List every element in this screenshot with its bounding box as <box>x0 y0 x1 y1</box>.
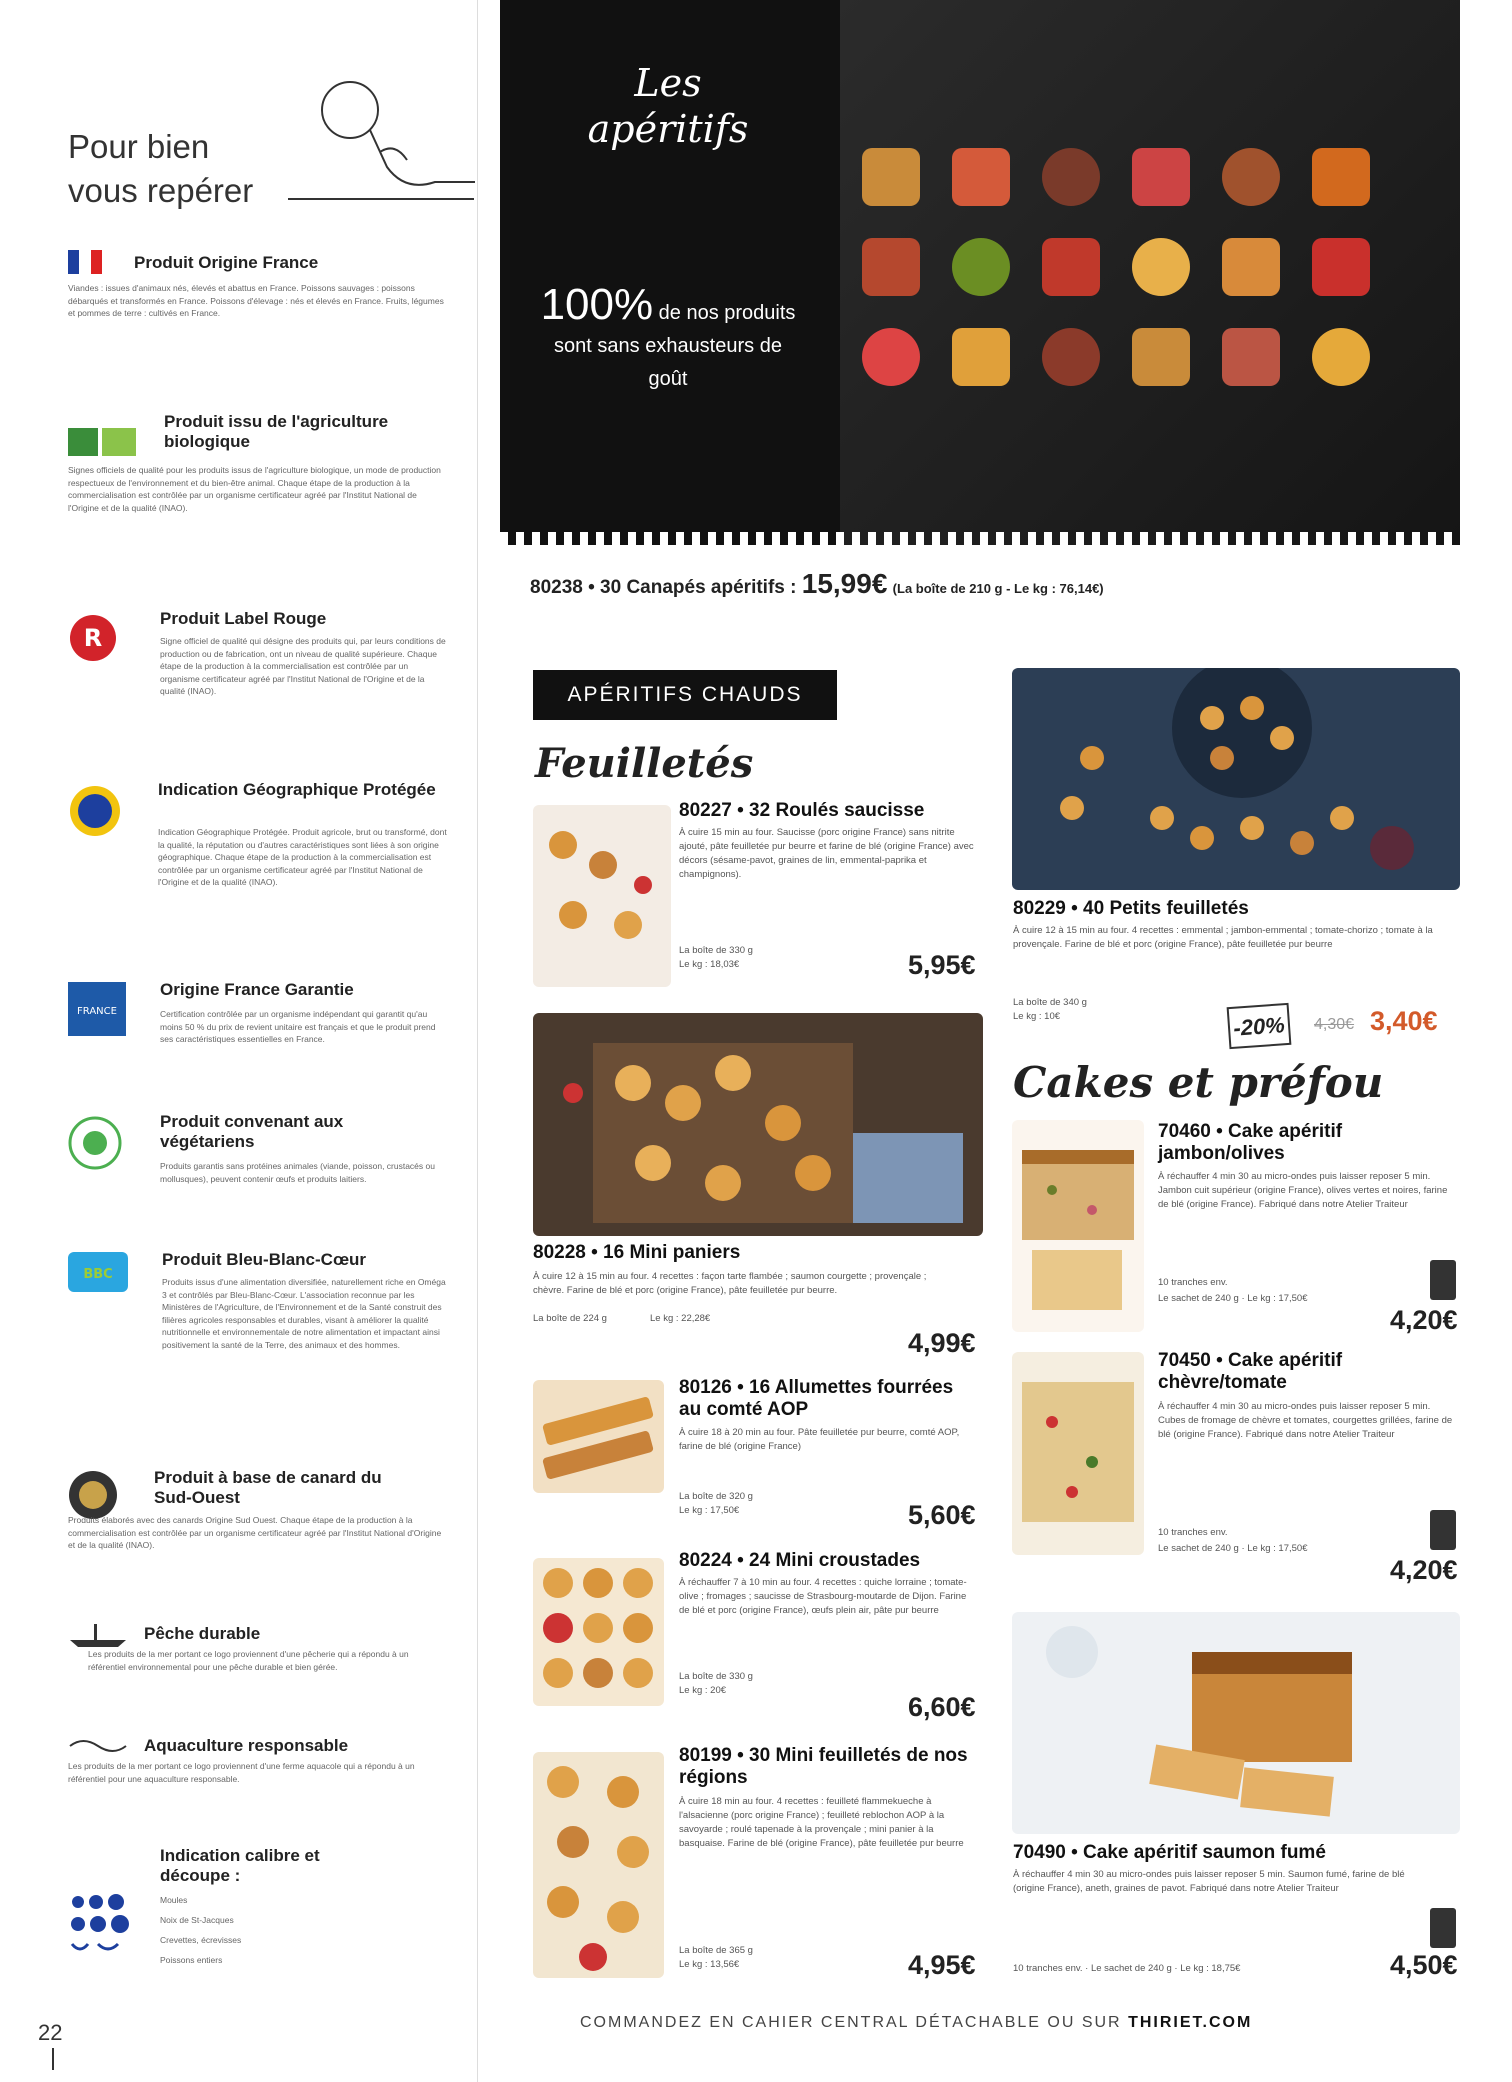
product-photo <box>1012 1352 1144 1555</box>
product-title: 80227 • 32 Roulés saucisse <box>679 800 925 821</box>
product-photo <box>533 1752 664 1978</box>
product-title: 80224 • 24 Mini croustades <box>679 1550 921 1571</box>
product-price: 5,95€ <box>908 950 976 980</box>
product-pack: 10 tranches env. <box>1158 1527 1228 1538</box>
product-kg: Le kg : 22,28€ <box>650 1313 711 1324</box>
organic-logo-icon <box>68 428 136 456</box>
hero-edge <box>500 532 1460 545</box>
hero-title: Les apéritifs <box>587 61 749 151</box>
product-pack: 10 tranches env. <box>1158 1277 1228 1288</box>
legend-desc: Produits issus d'une alimentation diversifiée, naturellement riche en Oméga 3 et contrôlés par Bleu-Blanc-Cœur. L'association reconnue par les Ministères de l'Agriculture, de l'Environnement et de la Santé construit des filières agricoles responsables et durables, visant à améliorer la qualité nutritionnelle et environnementale de notre alimentation et impactant ainsi positivement la santé de la Terre, des animaux et des hommes. <box>162 1277 446 1350</box>
cake-jambon-photo <box>1012 1120 1144 1332</box>
legend-label: Produit Origine France <box>134 253 319 272</box>
product-title: 80126 • 16 Allumettes fourrées au comté AOP <box>679 1377 954 1420</box>
legend-sidebar <box>0 0 478 2082</box>
calibre-crevettes: Crevettes, écrevisses <box>160 1935 242 1945</box>
product-photo <box>533 1013 983 1236</box>
aquaculture-fish-icon <box>68 1736 128 1756</box>
product-price: 4,50€ <box>1390 1950 1458 1980</box>
product-price: 4,20€ <box>1390 1555 1458 1585</box>
product-kg: Le sachet de 240 g · Le kg : 17,50€ <box>1158 1543 1308 1554</box>
fishing-boat-icon <box>68 1622 128 1648</box>
product-title: 70490 • Cake apéritif saumon fumé <box>1013 1842 1326 1863</box>
french-flag-icon <box>68 250 102 274</box>
product-pack: 10 tranches env. · Le sachet de 240 g · Le kg : 18,75€ <box>1013 1963 1241 1974</box>
legend-peche-durable <box>68 1622 448 1702</box>
product-desc: À cuire 12 à 15 min au four. 4 recettes : façon tarte flambée ; saumon courgette ; provençale ; chèvre. Farine de blé et porc (origine France), pâte feuilletée pur beurre. <box>533 1271 927 1296</box>
footer-brand-link[interactable]: THIRIET.COM <box>1128 2014 1253 2031</box>
magnifier-icon <box>295 72 475 202</box>
hero-claim <box>540 280 796 396</box>
calibre-poissons: Poissons entiers <box>160 1955 223 1965</box>
product-desc: À cuire 18 min au four. 4 recettes : feuilleté flammekueche à l'alsacienne (porc origine France) ; feuilleté reblochon AOP à la savoyarde ; roulé tapenade à la provençale ; mini panier à la basquaise. Farine de blé (origine France), pâte feuilletée pur beurre <box>679 1796 964 1849</box>
legend-calibre <box>68 1846 448 1986</box>
legend-bleu-blanc-coeur <box>68 1250 448 1460</box>
mini-paniers-photo <box>533 1013 983 1236</box>
legend-desc: Produits garantis sans protéines animales (viande, poisson, crustacés ou mollusques), peuvent contenir œufs et produits laitiers. <box>160 1161 435 1184</box>
mini-feuilletes-photo <box>533 1752 664 1978</box>
legend-aquaculture <box>68 1736 448 1806</box>
product-price: 4,95€ <box>908 1950 976 1980</box>
section-banner: APÉRITIFS CHAUDS <box>533 670 837 720</box>
legend-desc: Indication Géographique Protégée. Produit agricole, brut ou transformé, dont la qualité, la réputation ou d'autres caractéristiques sont liées à son origine géographique. Chaque étape de la production à la commercialisation est contrôlée par un organisme certificateur agréé par l'Institut National de l'Origine et de la qualité (INAO). <box>158 827 447 887</box>
product-pack: La boîte de 330 g <box>679 1671 753 1682</box>
product-price: 4,99€ <box>908 1328 976 1358</box>
legend-label: Produit Label Rouge <box>160 609 327 628</box>
product-desc: À cuire 15 min au four. Saucisse (porc origine France) sans nitrite ajouté, pâte feuilletée pur beurre et farine de blé (origine France) avec décors (sésame-pavot, graines de lin, emmental-paprika et champignons). <box>679 827 974 880</box>
legend-bio <box>68 412 448 592</box>
page-number: 22 <box>38 2020 63 2045</box>
canape-line: 80238 • 30 Canapés apéritifs : <box>530 577 797 598</box>
legend-desc: Produits élaborés avec des canards Origine Sud Ouest. Chaque étape de la production à la commercialisation est contrôlée par un organisme certificateur agréé par l'Institut National d'Origine et de la qualité (INAO). <box>68 1515 442 1550</box>
product-pack: La boîte de 340 g <box>1013 997 1087 1008</box>
cake-saumon-photo <box>1012 1612 1460 1834</box>
cutlery-icon <box>1430 1510 1456 1550</box>
canape-small: (La boîte de 210 g - Le kg : 76,14€) <box>892 581 1104 596</box>
product-desc: À réchauffer 4 min 30 au micro-ondes puis laisser reposer 5 min. Jambon cuit supérieur (origine France), olives vertes et noires, farine de blé (origine France). Fabriqué dans notre Atelier Traiteur <box>1158 1171 1448 1210</box>
legend-label-rouge <box>68 607 448 767</box>
product-price: 3,40€ <box>1370 1006 1438 1036</box>
canape-price: 15,99€ <box>801 568 888 599</box>
product-desc: À cuire 18 à 20 min au four. Pâte feuilletée pur beurre, comté AOP, farine de blé (origine France) <box>679 1427 960 1452</box>
cutlery-icon <box>1430 1908 1456 1948</box>
legend-label: Origine France Garantie <box>160 980 354 999</box>
legend-label: Produit Bleu-Blanc-Cœur <box>162 1250 366 1269</box>
product-kg: Le sachet de 240 g · Le kg : 17,50€ <box>1158 1293 1308 1304</box>
product-price: 6,60€ <box>908 1692 976 1722</box>
svg-text:FRANCE: FRANCE <box>77 1006 117 1017</box>
legend-origine-france-garantie <box>68 980 448 1100</box>
product-photo <box>533 1558 664 1706</box>
hero-pct: 100% <box>540 280 654 329</box>
product-pack: La boîte de 320 g <box>679 1491 753 1502</box>
feuilletes-heading: Feuilletés <box>535 740 754 787</box>
product-desc: À cuire 12 à 15 min au four. 4 recettes : emmental ; jambon-emmental ; tomate-chorizo ; tomate à la provençale. Farine de blé et porc (origine France), pâte feuilletée pur beurre <box>1013 925 1433 950</box>
product-pack: La boîte de 330 g <box>679 945 753 956</box>
product-photo <box>533 1380 664 1493</box>
product-title: 70450 • Cake apéritif chèvre/tomate <box>1158 1350 1343 1393</box>
product-kg: Le kg : 13,56€ <box>679 1959 740 1970</box>
product-pack: La boîte de 224 g <box>533 1313 607 1324</box>
legend-desc: Les produits de la mer portant ce logo proviennent d'une ferme aquacole qui a répondu à un référentiel pour une aquaculture responsable. <box>68 1761 415 1784</box>
product-kg: Le kg : 17,50€ <box>679 1505 740 1516</box>
product-desc: À réchauffer 4 min 30 au micro-ondes puis laisser reposer 5 min. Saumon fumé, farine de blé (origine France), aneth, graines de pavot. Fabriqué dans notre Atelier Traiteur <box>1013 1869 1405 1894</box>
petits-feuilletes-photo <box>1012 668 1460 890</box>
legend-label: Produit à base de canard du Sud-Ouest <box>154 1468 382 1507</box>
footer-cta <box>580 2014 1252 2032</box>
sidebar-title: Pour bien vous repérer <box>68 128 254 209</box>
roules-photo <box>533 805 671 987</box>
product-price: 4,20€ <box>1390 1305 1458 1335</box>
product-kg: Le kg : 10€ <box>1013 1011 1061 1022</box>
product-title: 80228 • 16 Mini paniers <box>533 1242 741 1263</box>
hero-pct-rest: de nos produits sont sans exhausteurs de goût <box>554 302 796 390</box>
product-pack: La boîte de 365 g <box>679 1945 753 1956</box>
svg-text:BBC: BBC <box>83 1267 113 1282</box>
old-price: 4,30€ <box>1314 1016 1355 1033</box>
footer-text: COMMANDEZ EN CAHIER CENTRAL DÉTACHABLE OU SUR <box>580 2014 1129 2031</box>
legend-desc: Signe officiel de qualité qui désigne des produits qui, par leurs conditions de production ou de fabrication, ont un niveau de qualité supérieure. Chaque étape de la production à la commercialisation est contrôlée par un organisme certificateur agréé par l'Institut National de l'Origine et de la qualité (INAO). <box>160 636 446 696</box>
canard-sud-ouest-icon <box>68 1470 118 1520</box>
legend-label: Produit convenant aux végétariens <box>160 1112 344 1151</box>
product-price: 5,60€ <box>908 1500 976 1530</box>
legend-igp <box>68 780 448 960</box>
legend-label: Indication Géographique Protégée <box>158 780 436 799</box>
cutlery-icon <box>1430 1260 1456 1300</box>
svg-text:R: R <box>83 624 103 652</box>
product-title: 70460 • Cake apéritif jambon/olives <box>1158 1121 1343 1164</box>
page-number-bar <box>52 2048 54 2070</box>
legend-desc: Les produits de la mer portant ce logo proviennent d'une pêcherie qui a répondu à un référentiel environnemental pour une pêche durable et bien gérée. <box>88 1649 409 1672</box>
product-kg: Le kg : 20€ <box>679 1685 727 1696</box>
calibre-moules: Moules <box>160 1895 188 1905</box>
legend-canard-sud-ouest <box>68 1468 448 1598</box>
product-kg: Le kg : 18,03€ <box>679 959 740 970</box>
croustades-photo <box>533 1558 664 1706</box>
product-desc: À réchauffer 4 min 30 au micro-ondes puis laisser reposer 5 min. Cubes de fromage de chèvre et tomates, courgettes grillées, farine de blé (origine France). Fabriqué dans notre Atelier Traiteur <box>1158 1401 1453 1440</box>
legend-label: Indication calibre et découpe : <box>160 1846 320 1885</box>
calibre-st-jacques: Noix de St-Jacques <box>160 1915 234 1925</box>
discount-badge: -20% <box>1227 1003 1292 1049</box>
legend-label: Aquaculture responsable <box>144 1736 349 1755</box>
product-photo <box>1012 1612 1460 1834</box>
cake-chevre-photo <box>1012 1352 1144 1555</box>
legend-origine-france <box>68 250 448 390</box>
product-photo <box>1012 1120 1144 1332</box>
legend-label: Produit issu de l'agriculture biologique <box>164 412 389 451</box>
product-photo <box>533 805 671 987</box>
legend-desc: Certification contrôlée par un organisme indépendant qui garantit qu'au moins 50 % du prix de revient unitaire est français et que le produit prend ses caractéristiques essentielles en France. <box>160 1009 436 1044</box>
allumettes-photo <box>533 1380 664 1493</box>
hero-banner <box>500 0 1460 545</box>
legend-label: Pêche durable <box>144 1624 261 1643</box>
product-desc: À réchauffer 7 à 10 min au four. 4 recettes : quiche lorraine ; tomate-olive ; fromages ; saucisse de Strasbourg-moutarde de Dijon. Farine de blé et porc (origine France), œufs plein air, pâte pur beurre <box>679 1577 967 1616</box>
product-photo <box>1012 668 1460 890</box>
canape-offer <box>530 568 1104 600</box>
legend-desc: Viandes : issues d'animaux nés, élevés et abattus en France. Poissons sauvages : poissons débarqués et transformés en France. Poissons d'élevage : nés et élevés en France. Fruits, légumes et pommes de terre : cultivés en France. <box>68 283 444 318</box>
product-title: 80199 • 30 Mini feuilletés de nos régions <box>679 1745 968 1788</box>
cakes-heading: Cakes et préfou <box>1013 1058 1384 1107</box>
legend-desc: Signes officiels de qualité pour les produits issus de l'agriculture biologique, un mode de production respectueux de l'environnement et du bien-être animal. Chaque étape de la production à la commercialisation est contrôlée par un organisme certificateur agréé par l'Institut National de l'Origine et de la qualité (INAO). <box>68 465 441 513</box>
legend-vegetarien <box>68 1112 448 1232</box>
product-title: 80229 • 40 Petits feuilletés <box>1013 898 1249 919</box>
